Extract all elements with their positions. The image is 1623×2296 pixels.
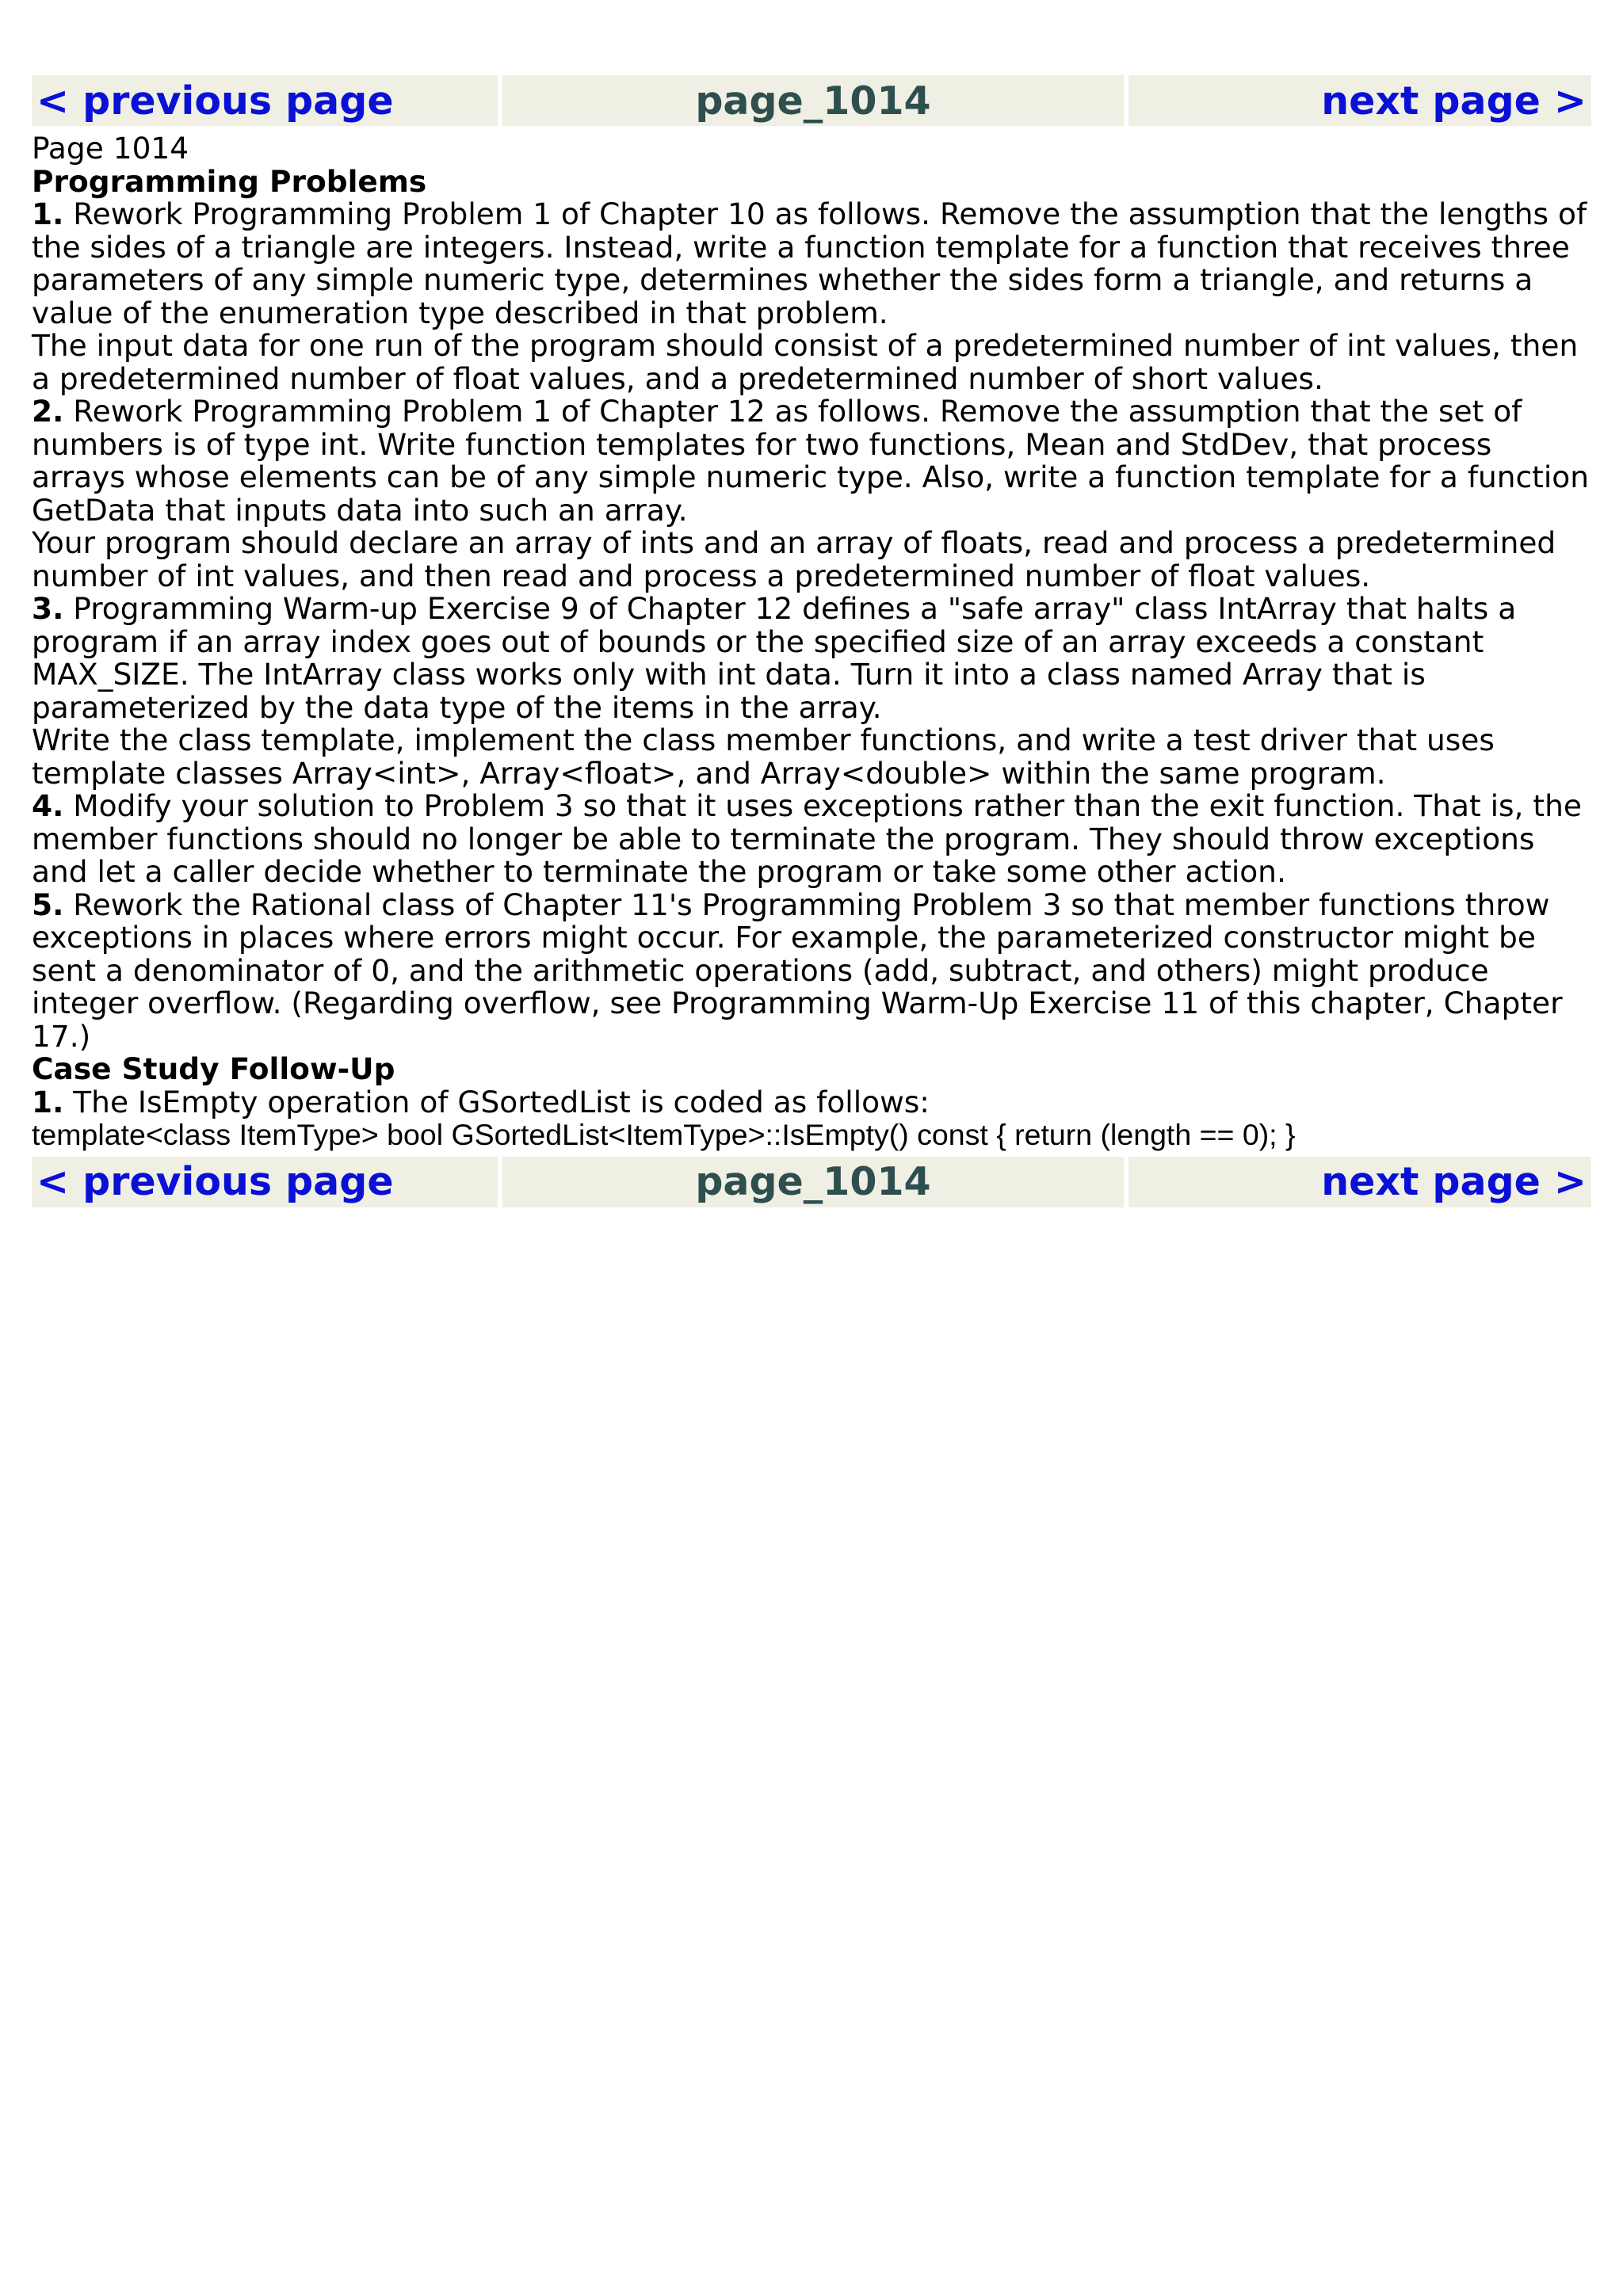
problem-text: Modify your solution to Problem 3 so that it uses exceptions rather than the exit function. That is, the member functions should no longer be able to terminate the program. They should throw exceptions and let a caller decide whether to terminate the program or take some other action. (32, 788, 1582, 889)
case-study-text: The IsEmpty operation of GSortedList is coded as follows: (63, 1084, 930, 1119)
problem-3 (32, 593, 1591, 724)
problem-5 (32, 889, 1591, 1054)
problem-text: Rework Programming Problem 1 of Chapter 12 as follows. Remove the assumption that the set of numbers is of type int. Write function templates for two functions, Mean and StdDev, that process arrays whose elements can be of any simple numeric type. Also, write a function template for a function GetData that inputs data into such an array. (32, 394, 1589, 528)
bottom-next-cell (1128, 1157, 1591, 1207)
problem-number: 4. (32, 788, 64, 823)
page-number: Page 1014 (32, 131, 189, 166)
top-page-label: page_1014 (502, 75, 1124, 126)
problem-text: Programming Warm-up Exercise 9 of Chapter 12 defines a "safe array" class IntArray that halts a program if an array index goes out of bounds or the specified size of an array exceeds a constant MAX_SIZE. The IntArray class works only with int data. Turn it into a class named Array that is parameterized by the data type of the items in the array. (32, 591, 1517, 725)
problem-number: 3. (32, 591, 64, 626)
programming-problems-heading: Programming Problems (32, 163, 427, 199)
bottom-prev-cell (32, 1157, 498, 1207)
problem-number: 2. (32, 394, 64, 429)
problem-4 (32, 790, 1591, 889)
case-study-number: 1. (32, 1084, 64, 1119)
problem-1-input-note: The input data for one run of the program should consist of a predetermined number of int values, then a predetermined number of float values, and a predetermined number of short values. (32, 328, 1579, 396)
problem-text: Rework Programming Problem 1 of Chapter 10 as follows. Remove the assumption that the lengths of the sides of a triangle are integers. Instead, write a function template for a function that receives three parameters of any simple numeric type, determines whether the sides form a triangle, and returns a value of the enumeration type described in that problem. (32, 196, 1587, 330)
bottom-previous-page-link[interactable]: < previous page (36, 1159, 394, 1204)
top-prev-cell (32, 75, 498, 126)
page (32, 75, 1591, 1207)
bottom-next-page-link[interactable]: next page > (1321, 1159, 1587, 1204)
case-study-heading: Case Study Follow-Up (32, 1051, 395, 1086)
bottom-navigation-bar (32, 1157, 1591, 1207)
top-next-page-link[interactable]: next page > (1321, 78, 1587, 124)
top-previous-page-link[interactable]: < previous page (36, 78, 394, 124)
case-study-item-1 (32, 1086, 1591, 1119)
problem-text: Rework the Rational class of Chapter 11's Programming Problem 3 so that member functions throw exceptions in places where errors might occur. For example, the parameterized constructor might be sent a denominator of 0, and the arithmetic operations (add, subtract, and others) might produce integer overflow. (Regarding overflow, see Programming Warm-Up Exercise 11 of this chapter, Chapter 17.) (32, 887, 1563, 1054)
problem-number: 1. (32, 196, 64, 231)
problem-3-template-note: Write the class template, implement the class member functions, and write a test driver that uses template classes Array<int>, Array<float>, and Array<double> within the same program. (32, 723, 1495, 791)
top-navigation-bar (32, 75, 1591, 126)
problem-1 (32, 198, 1591, 330)
page-content (32, 126, 1591, 1157)
code-snippet: template<class ItemType> bool GSortedList<ItemType>::IsEmpty() const { return (length == 0); } (32, 1118, 1296, 1151)
problem-2 (32, 395, 1591, 527)
bottom-page-label: page_1014 (502, 1157, 1124, 1207)
problem-2-program-note: Your program should declare an array of ints and an array of floats, read and process a predetermined number of int values, and then read and process a predetermined number of float values. (32, 525, 1556, 593)
top-next-cell (1128, 75, 1591, 126)
problem-number: 5. (32, 887, 64, 922)
